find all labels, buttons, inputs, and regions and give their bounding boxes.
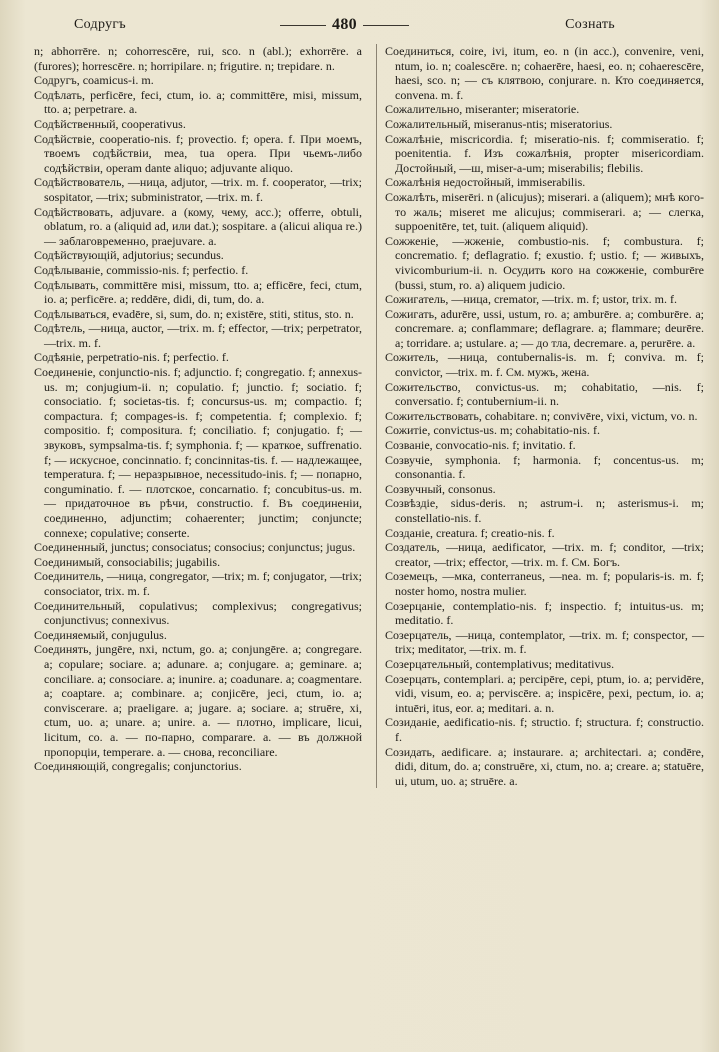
dictionary-entry: Содѣлывать, committēre misi, missum, tto. a; efficēre, feci, ctum, io. a; perficēre. a; reddēre, didi, di, tum, do. a. [34, 277, 362, 307]
dictionary-entry: Созерцательный, contemplativus; meditativus. [385, 656, 615, 671]
dictionary-entry: Созерцаніе, contemplatio-nis. f; inspectio. f; intuitus-us. m; meditatio. f. [385, 598, 704, 628]
dictionary-entry: Созиданіе, aedificatio-nis. f; structio. f; structura. f; constructio. f. [385, 715, 704, 744]
header-left-guideword: Содругъ [74, 17, 126, 32]
dictionary-entry: Содѣлать, perficēre, feci, ctum, io. a; committēre, misi, missum, tto. a; perpetrare. a. [34, 87, 362, 117]
dictionary-entry: Сожалительно, miseranter; miseratorie. [385, 102, 580, 117]
dictionary-entry: Содѣлываніе, commissio-nis. f; perfectio. f. [34, 262, 249, 277]
dictionary-entry: Соземецъ, —мка, conterraneus, —nea. m. f; popularis-is. m. f; noster homo, nostra mulier. [385, 569, 704, 598]
dictionary-entry: Созвучіе, symphonia. f; harmonia. f; concentus-us. m; consonantia. f. [385, 452, 704, 482]
page-header [34, 12, 705, 38]
dictionary-entry: Соединяющій, congregalis; conjunctorius. [34, 759, 242, 774]
dictionary-entry: Созданіе, creatura. f; creatio-nis. f. [385, 525, 555, 540]
dictionary-entry: Соединительный, copulativus; complexivus; congregativus; conjunctivus; connexivus. [34, 598, 362, 628]
dictionary-entry: Созерцать, contemplari. a; percipēre, cepi, ptum, io. a; pervidēre, vidi, visum, eo. a; perviscēre. a; inspicēre, pexi, pectum, io. a; intuēri, itus, eor. a; meditari. a. n. [385, 671, 704, 715]
dictionary-entry: Соединяемый, conjugulus. [34, 627, 167, 642]
dictionary-entry: Созвучный, consonus. [385, 481, 496, 496]
dictionary-entry: Соединитель, —ница, congregator, —trix; m. f; conjugator, —trix; consociator, trix. m. f. [34, 569, 362, 598]
dictionary-entry: Содѣйствующій, adjutorius; secundus. [34, 248, 224, 263]
dictionary-entry: Сожительство, convictus-us. m; cohabitatio, —nis. f; conversatio. f; contubernium-ii. n. [385, 379, 704, 409]
header-rule-right [363, 25, 409, 26]
text-columns [34, 44, 705, 788]
dictionary-entry: Соединиться, coire, ivi, itum, eo. n (in acc.), convenire, veni, ntum, io. n; coalescēre. n; cohaerēre, haesi, eo. n; cohaerescēre, haesi, sco. n; — съ клятвою, conjurare. n. Кто соединяется, convena. m. f. [385, 44, 704, 102]
dictionary-entry: Сожигатель, —ница, cremator, —trix. m. f; ustor, trix. m. f. [385, 292, 677, 307]
dictionary-entry: Соединеніе, conjunctio-nis. f; adjunctio. f; congregatio. f; annexus-us. m; conjugium-ii. n; copulatio. f; junctio. f; sociatio. f; consociatio. f; societas-tis. f; concursus-us. m; compactio. f; compactura. f; compages-is. f; competentia. f; complexio. f; compositio. f; compositura. f; conciliatio. f; conjugatio. f; — звуковъ, sympsalma-tis. f; symphonia. f; — краткое, suffrenatio. f; — искусное, concinnatio. f; concinnitas-tis. f. — надлежащее, temperatura. f; — неразрывное, necessitudo-inis. f; — попарно, conguminatio. f. — плотское, concarnatio. f; concubitus-us. m. — придаточное въ рѣчи, constructio. f. Въ соединеніи, соединенно, adjunctim; cohaerenter; junctim; conjuncte; connexe; copulative; conserte. [34, 365, 362, 540]
dictionary-entry: Сожалѣніе, miscricordia. f; miseratio-nis. f; commiseratio. f; poenitentia. f. Изъ сожалѣнія, propter misericordiam. Достойный, —ш, miser-a-um; miserabilis; flebilis. [385, 131, 704, 175]
dictionary-entry: Соединять, jungēre, nxi, nctum, go. a; conjungēre. a; congregare. a; copulare; sociare. a; adunare. a; conjugare. a; geminare. a; conciliare. a; consociare. a; inunire. a; coadunare. a; coagmentare. a; coaptare. a; combinare. a; conjicēre, jeci, ctum, io. a; conviscerare. a; praeligare. a; jugare. a; sociare. a; struēre, xi, ctum, uo. a; unare. a; unire. a. — плотно, implicare, licui, licitum, co. a. — по-парно, comparare. a. — въ должной пропорціи, temperare. a. — снова, reconciliare. [34, 642, 362, 759]
dictionary-entry: Содѣйственный, cooperativus. [34, 116, 186, 131]
dictionary-entry: Сожитель, —ница, contubernalis-is. m. f; conviva. m. f; convictor, —trix. m. f. См. мужъ, жена. [385, 350, 704, 380]
dictionary-entry: Сожалѣнія недостойный, immiserabilis. [385, 175, 586, 190]
header-right-guideword: Сознать [565, 17, 615, 32]
dictionary-entry: Содругъ, coamicus-i. m. [34, 73, 154, 88]
page-number-block [280, 16, 410, 34]
dictionary-entry: Сожалѣть, miserēri. n (alicujus); miserari. a (aliquem); мнѣ кого-то жаль; miseret me alicujus; commiserari. a; — слегка, suppoenitēre, tet, tuit. (aliquem aliquid). [385, 189, 704, 234]
dictionary-entry: Содѣйствовать, adjuvare. a (кому, чему, acc.); offerre, obtuli, oblatum, ro. a (aliquid ad, или dat.); sospitare. a (alicui aliqua re.) — заблаговременно, praejuvare. a. [34, 204, 362, 248]
dictionary-entry: n; abhorrēre. n; cohorrescēre, rui, sco. n (abl.); exhorrēre. a (furores); horrescēre. n; horripilare. n; frigutire. n; trepidare. n. [34, 44, 362, 73]
dictionary-entry: Созерцатель, —ница, contemplator, —trix. m. f; conspector, —trix; meditator, —trix. m. f. [385, 627, 704, 657]
dictionary-entry: Сожигать, adurēre, ussi, ustum, ro. a; amburēre. a; comburēre. a; concremare. a; conflammare; deflagrare. a; flammare; deurēre. a; torridare. a; ustulare. a; — до тла, decremare. a, perurēre. a. [385, 306, 704, 350]
dictionary-entry: Созидать, aedificare. a; instaurare. a; architectari. a; condēre, didi, ditum, do. a; construēre, xi, ctum, no. a; creare. a; statuēre, ui, utum, uo. a; struēre. a. [385, 744, 704, 788]
dictionary-entry: Сожженіе, —жженіе, combustio-nis. f; combustura. f; concrematio. f; deflagratio. f; exustio. f; ustio. f; — живыхъ, vivicomburium-ii. n. Осудить кого на сожженіе, comburēre (bussi, stum, ro. a) aliquem judicio. [385, 233, 704, 292]
right-column [376, 44, 704, 788]
dictionary-entry: Сожительствовать, cohabitare. n; convivēre, vixi, victum, vo. n. [385, 408, 698, 423]
dictionary-entry: Содѣйствіе, cooperatio-nis. f; provectio. f; opera. f. При моемъ, твоемъ содѣйствіи, mea, tua opera. При чьемъ-либо содѣйствіи, operam dante aliquo; adjuvante aliquo. [34, 131, 362, 175]
dictionary-entry: Создатель, —ница, aedificator, —trix. m. f; conditor, —trix; creator, —trix; effector, —trix. m. f. См. Богъ. [385, 540, 704, 569]
dictionary-entry: Сожалительный, miseranus-ntis; miseratorius. [385, 116, 613, 131]
page-number: 480 [332, 16, 357, 33]
header-rule-left [280, 25, 326, 26]
dictionary-entry: Созваніе, convocatio-nis. f; invitatio. f. [385, 438, 576, 453]
left-column [34, 44, 362, 788]
dictionary-entry: Сожитіе, convictus-us. m; cohabitatio-nis. f. [385, 423, 600, 438]
dictionary-entry: Содѣлываться, evadēre, si, sum, do. n; existēre, stiti, stitus, sto. n. [34, 306, 354, 321]
dictionary-entry: Содѣйствователь, —ница, adjutor, —trix. m. f. cooperator, —trix; sospitator, —trix; subministrator, —trix. m. f. [34, 175, 362, 204]
dictionary-entry: Содѣтель, —ница, auctor, —trix. m. f; effector, —trix; perpetrator, —trix. m. f. [34, 321, 362, 350]
dictionary-entry: Созвѣздіе, sidus-deris. n; astrum-i. n; asterismus-i. m; constellatio-nis. f. [385, 496, 704, 525]
dictionary-entry: Соединимый, consociabilis; jugabilis. [34, 554, 221, 569]
dictionary-entry: Содѣяніе, perpetratio-nis. f; perfectio. f. [34, 350, 229, 365]
dictionary-entry: Соединенный, junctus; consociatus; consocius; conjunctus; jugus. [34, 540, 356, 555]
